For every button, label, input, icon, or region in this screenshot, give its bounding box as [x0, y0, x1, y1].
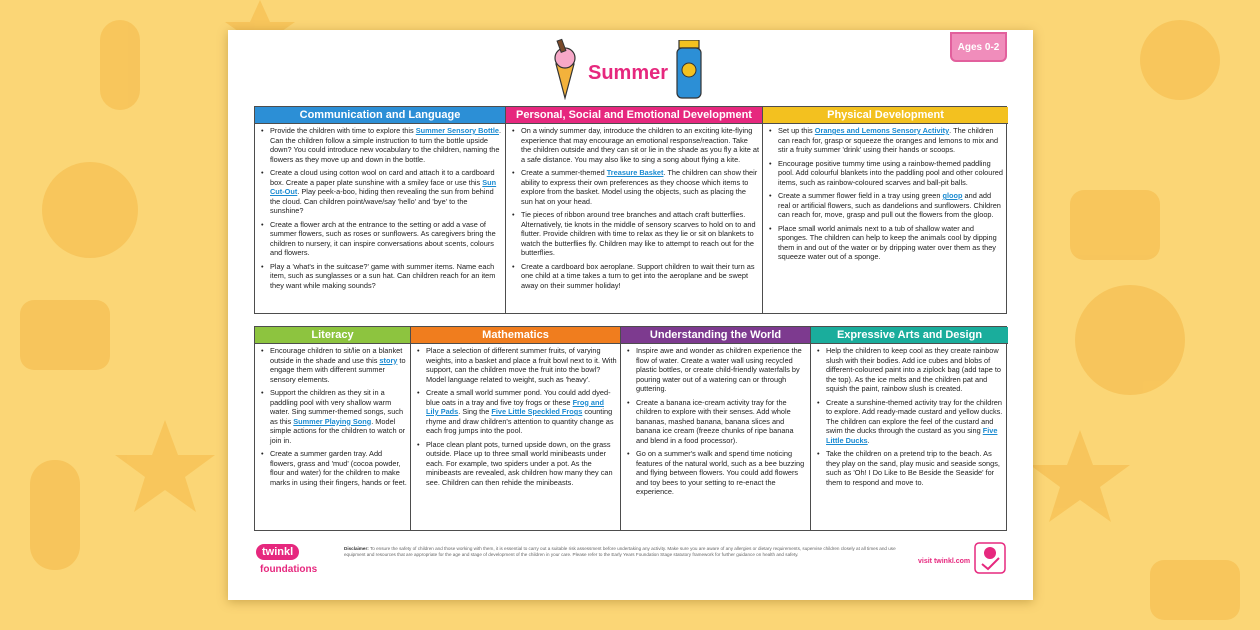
resource-link[interactable]: Five Little Speckled Frogs [491, 407, 583, 416]
twinkl-foundations-logo[interactable] [254, 542, 328, 582]
activity-item [814, 449, 1005, 487]
activity-text: Create a summer flower field in a tray using green [778, 191, 943, 200]
starfish-icon [115, 420, 215, 512]
activity-text: . Model simple actions for the children to watch or join in. [270, 416, 406, 445]
activity-item [258, 346, 407, 384]
activity-item [258, 449, 407, 487]
beach-ball-icon [42, 162, 138, 258]
activity-text: . Can the children follow a simple instruction to turn the bottle upside down? You could introduce new vocabulary to the children, naming the flowers as they move up and down in the bottle. [270, 126, 502, 164]
activity-item [766, 224, 1005, 262]
activity-item [766, 126, 1005, 155]
activity-text: Create a summer-themed [521, 168, 607, 177]
footer [254, 540, 1007, 590]
page-title: Summer [588, 62, 669, 84]
area-mathematics [411, 327, 621, 530]
activity-item [766, 159, 1005, 188]
activity-text: . The children can show their ability to express their own preferences as they choose which items to explore from the basket. Model using the objects, such as placing the sun hat on your head. [521, 168, 758, 206]
activity-item [814, 346, 1005, 394]
area-heading: Literacy [255, 327, 410, 344]
activity-text: Set up this [778, 126, 815, 135]
activity-text: Create a flower arch at the entrance to the setting or add a vase of summer flowers, such as roses or sunflowers. As caregivers bring the children to nursery, it can inspire conversations about scents, colours and flowers. [270, 219, 496, 257]
activity-text: Encourage children to sit/lie on a blanket outside in the shade and use this [270, 346, 403, 365]
activity-item [766, 191, 1005, 220]
activity-item [258, 126, 502, 164]
activity-item [258, 220, 502, 258]
bottom-areas-table [254, 326, 1007, 531]
activity-text: Create a cloud using cotton wool on card and attach it to a cardboard box. Create a paper plate sunshine with a smiley face or use this [270, 168, 495, 187]
camera-icon [20, 300, 110, 370]
area-expressive [811, 327, 1008, 530]
age-badge: Ages 0-2 [950, 32, 1007, 62]
resource-link[interactable]: Frog and Lily Pads [426, 397, 604, 416]
resource-link[interactable]: Oranges and Lemons Sensory Activity [814, 126, 950, 135]
activity-text: Tie pieces of ribbon around tree branches and attach craft butterflies. Alternatively, tie knots in the middle of sensory scarves to hold on to and flutter. Provide children with time to relax as they lie or sit on blankets to watch the butterflies fly. Children may like to attempt to reach out for the butterflies. [521, 210, 756, 257]
activity-text: Take the children on a pretend trip to the beach. As they play on the sand, play music and seaside songs, such as 'Oh! I Do Like to Be Beside the Seaside' for them to respond and move to. [826, 449, 1000, 487]
camera-icon [1150, 560, 1240, 620]
activity-item [258, 168, 502, 216]
activity-text: Create a cardboard box aeroplane. Support children to wait their turn as one child at a time takes a turn to get into the aeroplane and be swept away on their summer holiday! [521, 261, 755, 290]
activity-list [814, 346, 1005, 487]
area-heading: Physical Development [763, 107, 1008, 124]
ice-lolly-icon [30, 460, 80, 570]
activity-text: Provide the children with time to explore this [270, 126, 416, 135]
activity-text: . The children can reach for, grasp or squeeze the oranges and lemons to mix and stir a fruity summer 'drink' using their hands or scoops. [778, 126, 999, 154]
logo-word: twinkl [256, 544, 299, 560]
activity-item [509, 210, 759, 258]
camera-icon [1070, 190, 1160, 260]
area-heading: Understanding the World [621, 327, 810, 344]
activity-item [414, 440, 617, 488]
area-understanding [621, 327, 811, 530]
activity-text: Create a banana ice-cream activity tray for the children to explore with their senses. Add whole bananas, mashed banana, banana slices and banana ice cream (freeze chunks of ripe banana and blend in a food processor). [636, 397, 794, 445]
activity-item [258, 388, 407, 445]
disclaimer [344, 546, 904, 558]
activity-text: Place a selection of different summer fruits, of varying weights, into a basket and place a fruit bowl next to it. With support, can the children move the fruit into the bowl? Model language related to weight, such as 'heavy'. [426, 346, 617, 384]
activity-item [509, 126, 759, 164]
activity-text: to engage them with different summer sensory elements. [270, 355, 406, 384]
activity-text: On a windy summer day, introduce the children to an exciting kite-flying experience that may encourage an emotional response/reaction. Take the children outside and they can sit or lie in the shade as you fly a kite at a safe distance. You may also like to sing a song about flying a kite. [521, 126, 759, 164]
activity-text: Place clean plant pots, turned upside down, on the grass outside. Place up to three small world minibeasts under each. For example, two spiders under a pot. As the minibeasts are revealed, ask children how many they can see. Children can then rehide the minibeasts. [426, 439, 613, 487]
sun-cream-icon [674, 40, 704, 100]
area-physical [763, 107, 1008, 313]
activity-item [624, 449, 807, 497]
area-communication [255, 107, 506, 313]
activity-text: Create a sunshine-themed activity tray for the children to explore. Add ready-made custard and yellow ducks. The children can explore the feel of the custard and swim the ducks through the custard as you sing [826, 397, 1003, 435]
activity-item [258, 262, 502, 291]
activity-list [766, 126, 1005, 262]
resource-link[interactable]: Summer Sensory Bottle [415, 126, 499, 135]
activity-item [509, 168, 759, 206]
activity-item [814, 398, 1005, 446]
beach-ball-icon [1075, 285, 1185, 395]
planning-sheet [228, 30, 1033, 600]
resource-link[interactable]: Five Little Ducks [826, 426, 998, 445]
resource-link[interactable]: Sun Cut-Out [270, 177, 497, 196]
beach-ball-icon [1140, 20, 1220, 100]
activity-text: Help the children to keep cool as they create rainbow slush with their bodies. Add ice cubes and blobs of different-coloured paint into a ziplock bag (add tape to the top). As the ice melts and the children pat and squish the paint, rainbow slush is created. [826, 346, 1002, 393]
activity-text: counting rhyme and draw children's attention to quantity change as each frog jumps into the pool. [426, 407, 614, 435]
activity-text: Inspire awe and wonder as children experience the flow of water. Create a water wall using recycled plastic bottles, or create child-friendly waterfalls by pouring water out of a watering can or through guttering. [636, 346, 802, 393]
area-heading: Communication and Language [255, 107, 505, 124]
ice-lolly-icon [100, 20, 140, 110]
resource-link[interactable]: Summer Playing Song [293, 416, 372, 426]
activity-list [258, 126, 502, 290]
activity-list [414, 346, 617, 487]
activity-list [624, 346, 807, 497]
activity-text: Support the children as they sit in a paddling pool with very shallow warm water. Sing summer-themed songs, such as this [270, 388, 404, 426]
activity-item [414, 388, 617, 436]
activity-text: Create a small world summer pond. You could add dyed-blue oats in a tray and five toy frogs or these [426, 388, 611, 407]
activity-text: Place small world animals next to a tub of shallow water and sponges. The children can help to keep the animals cool by dipping them in and out of the water or by dripping water over them as they squeeze water out of a sponge. [778, 223, 997, 261]
disclaimer-text: To ensure the safety of children and those working with them, it is essential to carry out a suitable risk assessment before undertaking any activity. Make sure you are aware of any allergies or dietary requirements, supervise children closely at all times and use equipment and resources that are appropriate for the age and stage of development of the children in your care. Please refer to the Early Years Foundation Stage statutory framework for further guidance on health and safety. [344, 546, 896, 557]
activity-text: . [867, 435, 870, 445]
logo-sub: foundations [260, 564, 318, 575]
activity-text: and add real or artificial flowers, such as dandelions and sunflowers. Children can reach for, move, grasp and pull out the flowers from the gloop. [778, 191, 1001, 219]
area-heading: Personal, Social and Emotional Development [506, 107, 762, 124]
starfish-icon [1030, 430, 1130, 522]
top-areas-table [254, 106, 1007, 314]
resource-link[interactable]: story [379, 355, 398, 365]
activity-text: Go on a summer's walk and spend time noticing features of the natural world, such as a bee buzzing and flying between flowers. You could add flowers and toy bees to your setting to re-enact the experience. [636, 449, 805, 496]
activity-text: Play a 'what's in the suitcase?' game with summer items. Name each item, such as sunglasses or a sun hat. Can children reach for an item they want while making sounds? [270, 261, 496, 290]
activity-text: Create a summer garden tray. Add flowers, grass and 'mud' (cocoa powder, flour and water) for the children to make marks in using their fingers, hands or feet. [270, 449, 407, 487]
activity-text: . Sing the [458, 407, 492, 416]
activity-text: . Play peek-a-boo, hiding then revealing the sun from behind the cloud. Can children point/wave/say 'hello' and 'bye' to the sunshine? [270, 187, 494, 215]
resource-link[interactable]: Treasure Basket [606, 168, 664, 177]
activity-item [509, 262, 759, 291]
ice-cream-icon [550, 38, 580, 100]
area-literacy [255, 327, 411, 530]
activity-list [509, 126, 759, 290]
resource-link[interactable]: gloop [942, 191, 963, 200]
disclaimer-label: Disclaimer: [344, 546, 369, 551]
area-heading: Expressive Arts and Design [811, 327, 1008, 344]
title-area [550, 36, 710, 102]
area-heading: Mathematics [411, 327, 620, 344]
activity-item [624, 398, 807, 446]
activity-item [414, 346, 617, 384]
activity-text: Encourage positive tummy time using a rainbow-themed paddling pool. Add colourful blankets into the paddling pool and other coloured items, such as rainbow-coloured scarves and ball-pit balls. [778, 158, 1003, 187]
vetted-badge-icon [974, 542, 1006, 574]
activity-item [624, 346, 807, 394]
area-psed [506, 107, 763, 313]
visit-link[interactable]: visit twinkl.com [918, 558, 971, 565]
activity-list [258, 346, 407, 487]
